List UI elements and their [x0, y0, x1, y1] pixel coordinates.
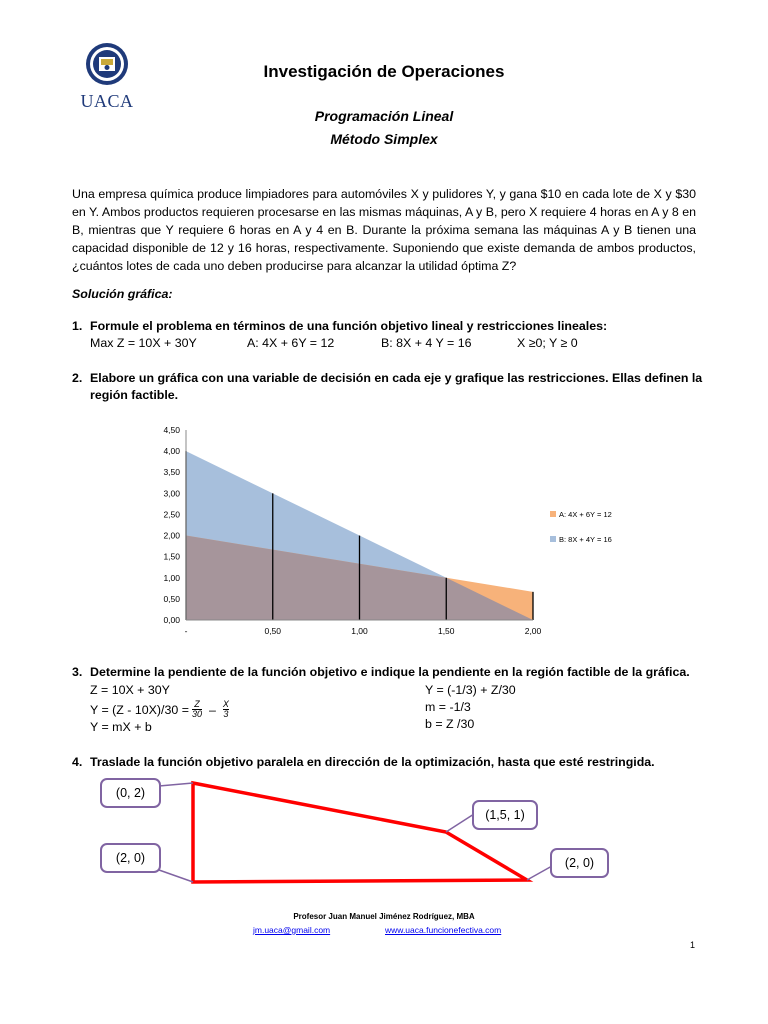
frac2-den: 3	[223, 709, 229, 719]
page-title: Investigación de Operaciones	[263, 62, 505, 81]
step2-text-line2: región factible.	[90, 388, 179, 402]
callout-point-2-0-right: (2, 0)	[550, 848, 609, 878]
fraction-z-30	[192, 700, 202, 719]
eq-objective: Z = 10X + 30Y	[90, 683, 170, 697]
page-number: 1	[690, 940, 696, 950]
constraint-a: A: 4X + 6Y = 12	[247, 336, 335, 350]
callout-pointer-top-left	[159, 783, 193, 786]
frac1-num: Z	[192, 700, 202, 710]
objective-function: Max Z = 10X + 30Y	[90, 336, 197, 350]
x-tick-label-4: 2,00	[524, 626, 542, 636]
frac1-den: 30	[191, 709, 202, 719]
fraction-x-3	[223, 700, 229, 719]
nonnegativity: X ≥0; Y ≥ 0	[517, 336, 578, 350]
step4-text: Traslade la función objetivo paralela en dirección de la optimización, hasta que esté restringida.	[90, 755, 655, 769]
problem-statement: Una empresa química produce limpiadores para automóviles X y pulidores Y, y gana $10 en cada lote de X y $30 en Y. Ambos productos requieren procesarse en las mismas máquinas, A y B, pero X requiere 4 horas en A y 8 en B, mientras que Y requiere 6 horas en A y 4 en B. Durante la próxima semana las máquinas A y B tienen una capacidad disponible de 12 y 16 horas, respectivamente. Suponiendo que existe demanda de ambos productos, ¿cuántos lotes de cada uno deben producirse para alcanzar la utilidad óptima Z?	[72, 187, 696, 273]
callout-point-0-2: (0, 2)	[100, 778, 161, 808]
x-tick-label-2: 1,00	[351, 626, 368, 636]
eq-y-form: Y = (-1/3) + Z/30	[425, 683, 516, 697]
constraint-b: B: 8X + 4 Y = 16	[381, 336, 472, 350]
callout-pointer-bottom-left	[159, 870, 193, 882]
y-tick-label-3: 1,50	[163, 551, 180, 562]
legend-swatch-0	[550, 511, 556, 517]
eq-slope-intercept: Y = mX + b	[90, 720, 152, 734]
step1-text: Formule el problema en términos de una función objetivo lineal y restricciones lineales:	[90, 319, 608, 333]
x-tick-label-1: 0,50	[264, 626, 282, 636]
eq-intercept: b = Z /30	[425, 717, 475, 731]
logo-text: UACA	[80, 91, 134, 111]
callout-pointer-mid-right	[446, 814, 474, 832]
y-tick-label-6: 3,00	[163, 488, 180, 499]
y-tick-label-5: 2,50	[163, 509, 180, 520]
eq-slope: m = -1/3	[425, 700, 471, 714]
legend-label-1: B: 8X + 4Y = 16	[559, 535, 612, 544]
x-tick-label-0: -	[184, 626, 188, 636]
eq-solve-y-prefix: Y = (Z - 10X)/30 =	[90, 702, 189, 717]
feasible-region-chart	[140, 418, 620, 646]
legend-swatch-1	[550, 536, 556, 542]
step2-number: 2.	[72, 371, 83, 385]
step3-number: 3.	[72, 665, 83, 679]
step1-number: 1.	[72, 319, 83, 333]
y-tick-label-8: 4,00	[163, 446, 180, 457]
eq-solve-y	[90, 700, 229, 719]
y-tick-label-9: 4,50	[163, 425, 180, 435]
x-tick-label-3: 1,50	[437, 626, 455, 636]
frac2-num: X	[222, 699, 229, 709]
y-tick-label-1: 0,50	[163, 593, 180, 604]
minus-sign: –	[208, 702, 216, 717]
y-tick-label-2: 1,00	[163, 572, 180, 583]
footer-author: Profesor Juan Manuel Jiménez Rodríguez, MBA	[293, 912, 475, 921]
feasible-region-outline	[193, 783, 527, 882]
footer-email-link[interactable]: jm.uaca@gmail.com	[253, 925, 331, 935]
step2-text-line1: Elabore un gráfica con una variable de decisión en cada eje y grafique las restricciones. Ellas definen la	[90, 371, 703, 385]
callout-point-2-0-left: (2, 0)	[100, 843, 161, 873]
y-tick-label-7: 3,50	[163, 467, 180, 478]
footer-website-link[interactable]: www.uaca.funcionefectiva.com	[385, 925, 502, 935]
y-tick-label-0: 0,00	[163, 615, 180, 625]
y-tick-label-4: 2,00	[163, 530, 180, 541]
callout-point-1-5-1: (1,5, 1)	[472, 800, 538, 830]
subtitle-programacion: Programación Lineal	[314, 108, 454, 124]
callout-pointer-bottom-right	[527, 866, 552, 880]
step3-text: Determine la pendiente de la función objetivo e indique la pendiente en la región factible de la gráfica.	[90, 665, 690, 679]
solution-heading: Solución gráfica:	[72, 287, 173, 301]
step4-number: 4.	[72, 755, 83, 769]
legend-label-0: A: 4X + 6Y = 12	[559, 510, 612, 519]
subtitle-metodo: Método Simplex	[330, 131, 438, 147]
